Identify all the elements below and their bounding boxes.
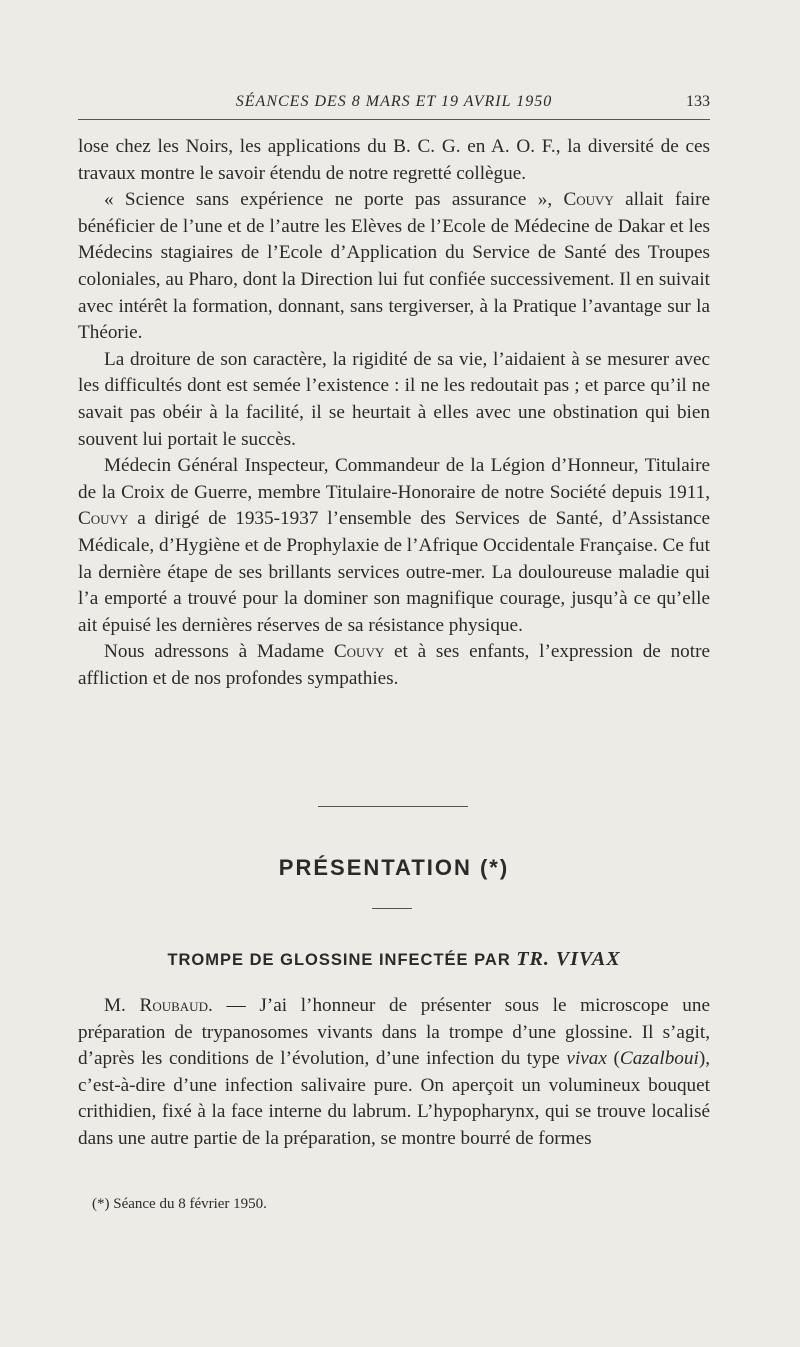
article-text bbox=[78, 993, 710, 1153]
article-title-main: TROMPE DE GLOSSINE INFECTÉE PAR bbox=[167, 951, 517, 969]
obituary-text bbox=[78, 134, 710, 692]
person-name: Couvy bbox=[563, 189, 614, 211]
person-name: Couvy bbox=[333, 641, 385, 663]
paragraph-4-start: Médecin Général Inspecteur, Commandeur de la Légion d’Honneur, Titulaire de la Croix de Guerre, membre Titulaire-Honoraire de notre Société depuis 1911, bbox=[78, 455, 710, 503]
title-divider bbox=[372, 908, 412, 909]
paragraph-2-start: « Science sans expérience ne porte pas assurance », bbox=[104, 189, 564, 211]
paragraph-4-end: a dirigé de 1935-1937 l’ensemble des Services de Santé, d’Assistance Médicale, d’Hygiène et de Prophylaxie de l’Afrique Occidentale Française. Ce fut la dernière étape de ses brillants services outre-mer. La douloureuse maladie qui l’a emporté a trouvé pour la dominer son magnifique courage, jusqu’à ce qu’elle ait épuisé les dernières réserves de sa résistance physique. bbox=[78, 508, 710, 636]
paragraph-5-end: et à ses enfants, l’expression de notre affliction et de nos profondes sympathies. bbox=[78, 641, 710, 689]
section-divider bbox=[318, 806, 468, 807]
article-text-1: . — J’ai l’honneur de présenter sous le microscope une préparation de trypanosomes vivants dans la trompe d’une glossine. Il s’agit, d’après les conditions de l’évolution, d’une infection du type bbox=[78, 995, 710, 1070]
paragraph-5-start: Nous adressons à Madame bbox=[104, 641, 334, 663]
author-prefix: M. bbox=[104, 995, 140, 1016]
article-paragraph bbox=[78, 993, 710, 1153]
species-cazalboui: Cazalboui bbox=[619, 1048, 699, 1070]
section-title: PRÉSENTATION (*) bbox=[278, 855, 510, 880]
article-text-3: ), c’est-à-dire d’une infection salivaire pure. On aperçoit un volumineux bouquet crithidien, fixé à la face interne du labrum. L’hypopharynx, qui se trouve localisé dans une autre partie de la préparation, se montre bourré de formes bbox=[78, 1048, 710, 1149]
running-header bbox=[78, 93, 710, 120]
article-title bbox=[78, 948, 710, 971]
paragraph-1: lose chez les Noirs, les applications du B. C. G. en A. O. F., la diversité de ces travaux montre le savoir étendu de notre regretté collègue. bbox=[78, 136, 710, 184]
author-name: Roubaud bbox=[139, 995, 208, 1016]
article-title-species: TR. VIVAX bbox=[516, 948, 621, 970]
paragraph-3: La droiture de son caractère, la rigidité de sa vie, l’aidaient à se mesurer avec les difficultés dont est semée l’existence : il ne les redoutait pas ; et parce qu’il ne savait pas obéir à la facilité, il se heurtait à elles avec une obstination qui bien souvent lui portait le succès. bbox=[78, 348, 710, 450]
paragraph-5 bbox=[78, 639, 710, 692]
paragraph-4 bbox=[78, 453, 710, 639]
footnote: (*) Séance du 8 février 1950. bbox=[92, 1196, 267, 1212]
person-name: Couvy bbox=[78, 508, 129, 530]
page-number: 133 bbox=[686, 93, 710, 110]
running-title: SÉANCES DES 8 MARS ET 19 AVRIL 1950 bbox=[235, 93, 553, 110]
paragraph-2-end: allait faire bénéficier de l’une et de l’autre les Elèves de l’Ecole de Médecine de Dakar et les Médecins stagiaires de l’Ecole d’Application du Service de Santé des Troupes coloniales, au Pharo, dont la Direction lui fut confiée successivement. Il en suivait avec intérêt la formation, donnant, sans tergiverser, à la Pratique l’avantage sur la Théorie. bbox=[78, 189, 710, 344]
paragraph-2 bbox=[78, 187, 710, 347]
article-text-2: ( bbox=[606, 1048, 620, 1070]
species-vivax: vivax bbox=[566, 1048, 607, 1070]
